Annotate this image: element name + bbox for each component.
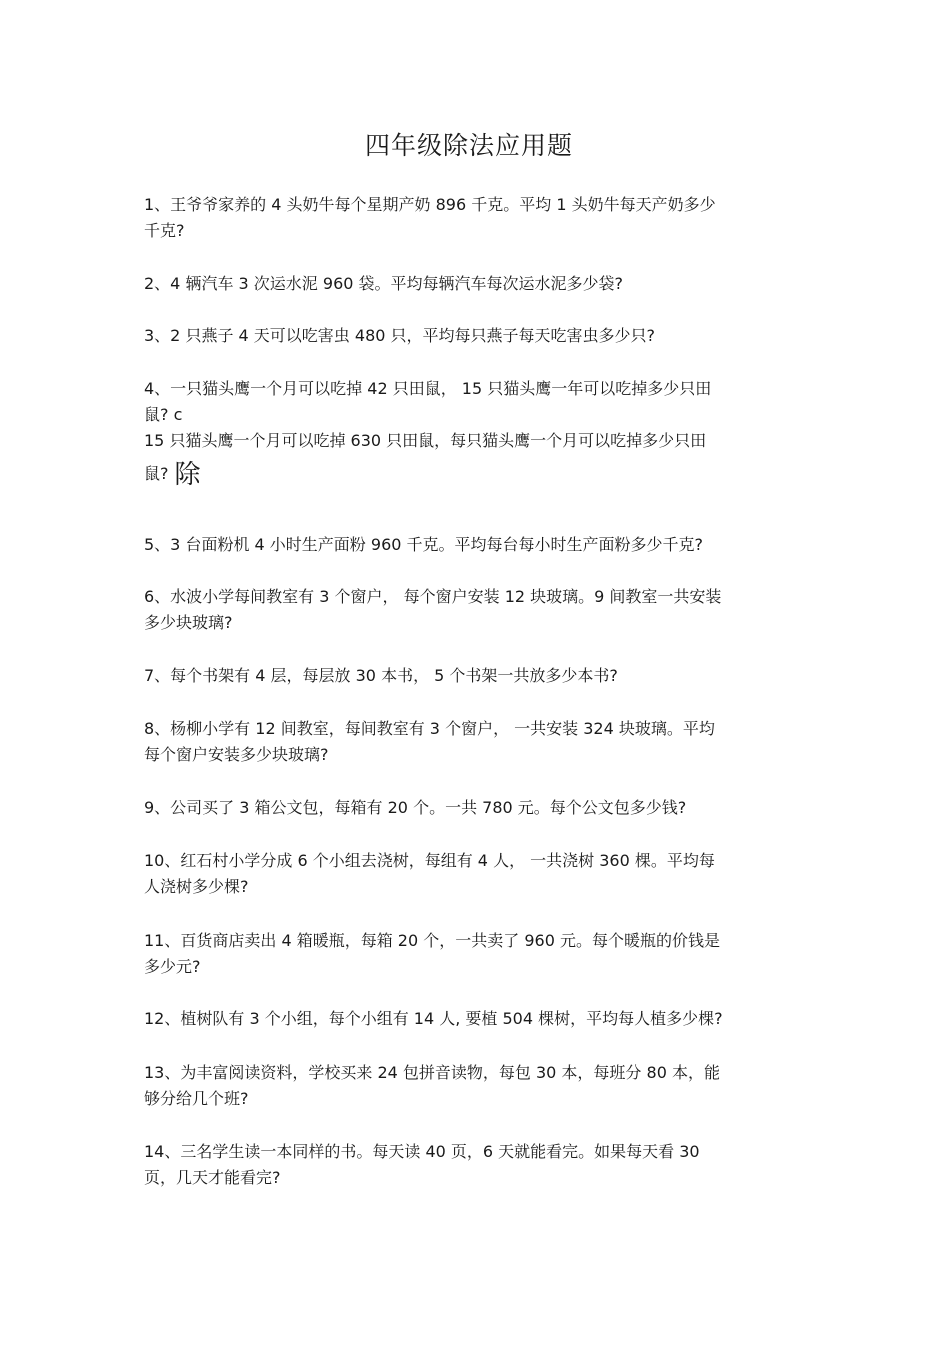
handwritten-character: 除	[174, 460, 201, 490]
question-13	[144, 1060, 814, 1112]
question-4	[144, 376, 814, 495]
page-title: 四年级除法应用题	[364, 131, 573, 160]
question-12	[144, 1006, 814, 1032]
question-9	[144, 795, 814, 821]
question-line: 1、王爷爷家养的 4 头奶牛每个星期产奶 896 千克。平均 1 头奶牛每天产奶多少	[144, 195, 716, 214]
question-line: 每个窗户安装多少块玻璃?	[144, 745, 329, 764]
question-line	[144, 454, 814, 495]
question-8	[144, 716, 814, 768]
question-line: 5、3 台面粉机 4 小时生产面粉 960 千克。平均每台每小时生产面粉多少千克?	[144, 535, 704, 554]
question-10	[144, 848, 814, 900]
question-11	[144, 928, 814, 980]
question-line: 3、2 只燕子 4 天可以吃害虫 480 只，平均每只燕子每天吃害虫多少只?	[144, 326, 656, 345]
question-1	[144, 192, 814, 244]
question-5	[144, 532, 814, 558]
question-line: 14、三名学生读一本同样的书。每天读 40 页，6 天就能看完。如果每天看 30	[144, 1142, 700, 1161]
question-line: 7、每个书架有 4 层，每层放 30 本书， 5 个书架一共放多少本书?	[144, 666, 618, 685]
question-line: 鼠? c	[144, 405, 183, 424]
question-line: 12、植树队有 3 个小组，每个小组有 14 人, 要植 504 棵树，平均每人植多少棵?	[144, 1009, 723, 1028]
question-line: 11、百货商店卖出 4 箱暖瓶，每箱 20 个，一共卖了 960 元。每个暖瓶的价钱是	[144, 931, 720, 950]
question-line: 多少块玻璃?	[144, 613, 233, 632]
question-3	[144, 323, 814, 349]
question-line: 9、公司买了 3 箱公文包，每箱有 20 个。一共 780 元。每个公文包多少钱?	[144, 798, 687, 817]
question-line: 够分给几个班?	[144, 1089, 249, 1108]
question-line: 8、杨柳小学有 12 间教室，每间教室有 3 个窗户， 一共安装 324 块玻璃。平均	[144, 719, 715, 738]
question-line: 千克?	[144, 221, 185, 240]
question-line-prefix: 鼠?	[144, 464, 169, 483]
question-line: 4、一只猫头鹰一个月可以吃掉 42 只田鼠， 15 只猫头鹰一年可以吃掉多少只田	[144, 379, 712, 398]
question-7	[144, 663, 814, 689]
question-line: 页，几天才能看完?	[144, 1168, 281, 1187]
question-line: 6、水波小学每间教室有 3 个窗户， 每个窗户安装 12 块玻璃。9 间教室一共安装	[144, 587, 722, 606]
question-line: 10、红石村小学分成 6 个小组去浇树，每组有 4 人， 一共浇树 360 棵。平均每	[144, 851, 715, 870]
question-6	[144, 584, 814, 636]
question-line: 2、4 辆汽车 3 次运水泥 960 袋。平均每辆汽车每次运水泥多少袋?	[144, 274, 624, 293]
question-line: 15 只猫头鹰一个月可以吃掉 630 只田鼠，每只猫头鹰一个月可以吃掉多少只田	[144, 431, 707, 450]
question-line: 多少元?	[144, 957, 201, 976]
question-2	[144, 271, 814, 297]
question-14	[144, 1139, 814, 1191]
question-line: 13、为丰富阅读资料，学校买来 24 包拼音读物，每包 30 本，每班分 80 本，能	[144, 1063, 720, 1082]
question-line: 人浇树多少棵?	[144, 877, 249, 896]
